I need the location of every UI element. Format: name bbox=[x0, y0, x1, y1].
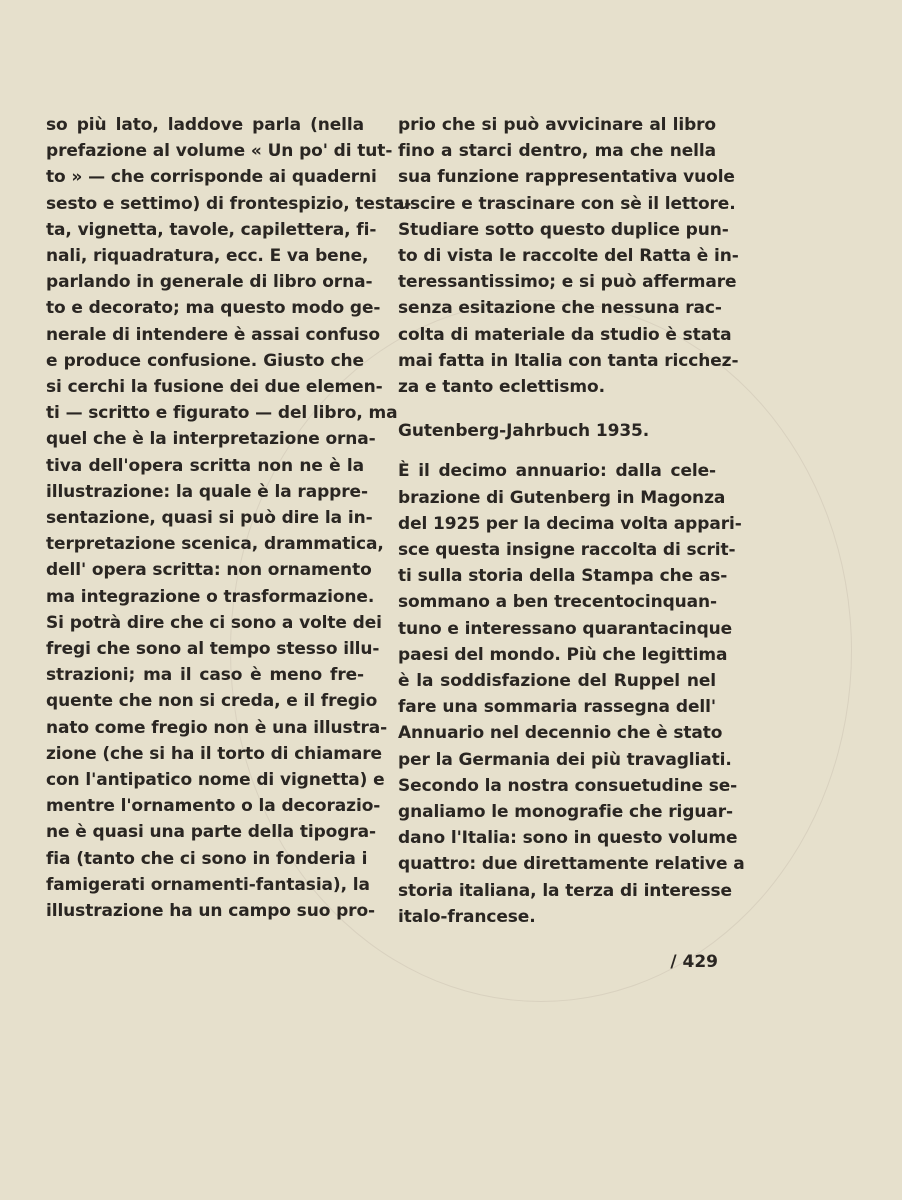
text-line: nali, riquadratura, ecc. E va bene, bbox=[46, 246, 369, 267]
text-line: prio che si può avvicinare al libro bbox=[398, 115, 716, 135]
left-text-column bbox=[46, 112, 412, 924]
text-line: za e tanto eclettismo. bbox=[398, 377, 605, 398]
text-line: sce questa insigne raccolta di scrit- bbox=[398, 540, 736, 561]
text-line: prefazione al volume « Un po' di tut- bbox=[46, 141, 393, 162]
text-line: fregi che sono al tempo stesso illu- bbox=[46, 639, 380, 660]
text-line: to di vista le raccolte del Ratta è in- bbox=[398, 246, 739, 267]
text-line: storia italiana, la terza di interesse bbox=[398, 880, 732, 901]
text-line: ne è quasi una parte della tipogra- bbox=[46, 822, 376, 843]
text-line: e produce confusione. Giusto che bbox=[46, 350, 364, 371]
text-line: per la Germania dei più travagliati. bbox=[398, 749, 732, 770]
text-line: gnaliamo le monografie che riguar- bbox=[398, 802, 733, 823]
text-line: con l'antipatico nome di vignetta) e bbox=[46, 770, 385, 791]
text-line: zione (che si ha il torto di chiamare bbox=[46, 743, 382, 764]
text-line: fare una sommaria rassegna dell' bbox=[398, 697, 716, 718]
text-line: mentre l'ornamento o la decorazio- bbox=[46, 796, 381, 817]
text-line: tuno e interessano quarantacinque bbox=[398, 618, 733, 639]
text-line: dano l'Italia: sono in questo volume bbox=[398, 828, 738, 849]
text-line: si cerchi la fusione dei due elemen- bbox=[46, 377, 383, 398]
text-line: sentazione, quasi si può dire la in- bbox=[46, 508, 373, 529]
text-line: senza esitazione che nessuna rac- bbox=[398, 298, 722, 319]
text-line: quattro: due direttamente relative a bbox=[398, 854, 745, 875]
text-line: È il decimo annuario: dalla cele- bbox=[398, 461, 716, 482]
text-line: colta di materiale da studio è stata bbox=[398, 324, 732, 345]
text-line: ti — scritto e figurato — del libro, ma bbox=[46, 403, 398, 424]
text-line: fino a starci dentro, ma che nella bbox=[398, 141, 716, 162]
text-line: sommano a ben trecentocinquan- bbox=[398, 592, 717, 613]
text-line: sesto e settimo) di frontespizio, testa- bbox=[46, 193, 412, 214]
text-line: del 1925 per la decima volta appari- bbox=[398, 513, 742, 534]
text-line: famigerati ornamenti-fantasia), la bbox=[46, 874, 370, 895]
text-line: Secondo la nostra consuetudine se- bbox=[398, 775, 738, 796]
text-line: nerale di intendere è assai confuso bbox=[46, 324, 380, 345]
text-line: paesi del mondo. Più che legittima bbox=[398, 644, 728, 665]
text-line: italo-francese. bbox=[398, 906, 536, 927]
right-paragraph-continuation bbox=[398, 112, 739, 400]
text-line: ma integrazione o trasformazione. bbox=[46, 586, 375, 607]
text-line: to e decorato; ma questo modo ge- bbox=[46, 298, 381, 319]
text-line: brazione di Gutenberg in Magonza bbox=[398, 487, 726, 508]
text-line: terpretazione scenica, drammatica, bbox=[46, 534, 384, 555]
text-line: Studiare sotto questo duplice pun- bbox=[398, 219, 729, 240]
section-heading: Gutenberg-Jahrbuch 1935. bbox=[398, 421, 650, 442]
text-line: ta, vignetta, tavole, capilettera, fi- bbox=[46, 219, 377, 240]
text-line: quel che è la interpretazione orna- bbox=[46, 429, 376, 450]
text-line: mai fatta in Italia con tanta ricchez- bbox=[398, 350, 739, 371]
text-line: ti sulla storia della Stampa che as- bbox=[398, 566, 728, 587]
text-line: teressantissimo; e si può affermare bbox=[398, 272, 737, 293]
text-line: quente che non si creda, e il fregio bbox=[46, 691, 378, 712]
text-line: illustrazione ha un campo suo pro- bbox=[46, 901, 375, 922]
text-line: illustrazione: la quale è la rappre- bbox=[46, 481, 368, 502]
page-number: / 429 bbox=[670, 952, 718, 972]
text-line: Annuario nel decennio che è stato bbox=[398, 723, 723, 744]
text-line: so più lato, laddove parla (nella bbox=[46, 115, 364, 135]
text-line: fia (tanto che ci sono in fonderia i bbox=[46, 848, 368, 869]
text-line: parlando in generale di libro orna- bbox=[46, 272, 373, 293]
text-line: to » — che corrisponde ai quaderni bbox=[46, 167, 377, 188]
text-line: sua funzione rappresentativa vuole bbox=[398, 167, 735, 188]
right-text-column bbox=[398, 112, 745, 930]
text-line: uscire e trascinare con sè il lettore. bbox=[398, 193, 736, 214]
text-line: Si potrà dire che ci sono a volte dei bbox=[46, 612, 382, 633]
text-line: tiva dell'opera scritta non ne è la bbox=[46, 455, 364, 476]
text-line: è la soddisfazione del Ruppel nel bbox=[398, 671, 716, 692]
text-line: nato come fregio non è una illustra- bbox=[46, 717, 388, 738]
right-paragraph-gutenberg bbox=[398, 458, 745, 930]
text-line: dell' opera scritta: non ornamento bbox=[46, 560, 372, 581]
text-line: strazioni; ma il caso è meno fre- bbox=[46, 665, 364, 686]
